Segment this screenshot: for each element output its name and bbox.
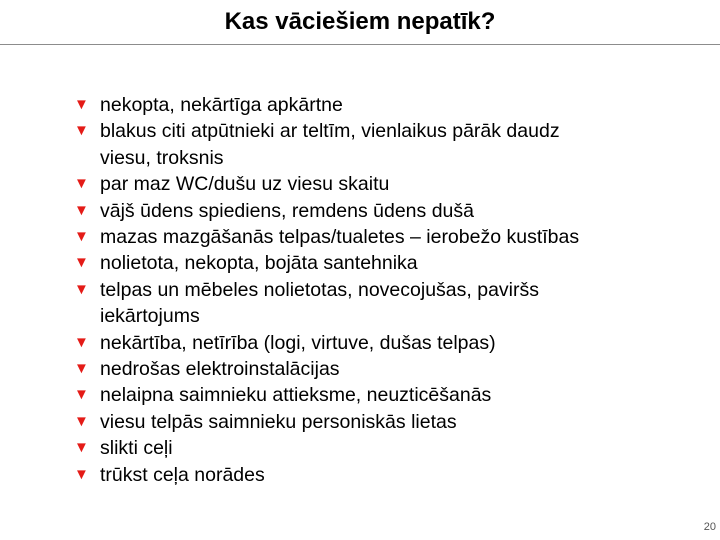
triangle-down-icon: ▼ <box>74 96 89 113</box>
bullet-text: nolietota, nekopta, bojāta santehnika <box>100 252 418 275</box>
bullet-item <box>74 462 674 488</box>
triangle-down-icon: ▼ <box>74 175 89 193</box>
bullet-item <box>74 118 674 171</box>
triangle-down-icon: ▼ <box>74 254 89 272</box>
bullet-text: vājš ūdens spiediens, remdens ūdens dušā <box>100 199 474 222</box>
slide-title: Kas vāciešiem nepatīk? <box>224 8 496 35</box>
bullet-item <box>74 224 674 250</box>
triangle-down-icon: ▼ <box>74 412 89 430</box>
triangle-down-icon: ▼ <box>74 201 89 219</box>
bullet-item <box>74 277 674 330</box>
bullet-item <box>74 382 674 408</box>
bullet-text: nekopta, nekārtīga apkārtne <box>100 94 343 116</box>
triangle-down-icon: ▼ <box>74 360 89 378</box>
bullet-text: slikti ceļi <box>100 437 173 460</box>
triangle-down-icon: ▼ <box>74 386 89 404</box>
bullet-text: par maz WC/dušu uz viesu skaitu <box>100 173 390 196</box>
bullet-text: blakus citi atpūtnieki ar teltīm, vienlaikus pārāk daudz viesu, troksnis <box>100 120 560 169</box>
triangle-down-icon: ▼ <box>74 280 89 298</box>
bullet-text: telpas un mēbeles nolietotas, novecojušas, paviršs iekārtojums <box>100 278 539 328</box>
bullet-item <box>74 409 674 435</box>
bullet-item <box>74 198 674 224</box>
bullet-text: mazas mazgāšanās telpas/tualetes – ierobežo kustības <box>100 226 580 249</box>
triangle-down-icon: ▼ <box>74 333 89 351</box>
bullet-item <box>74 250 674 276</box>
bullet-item <box>74 171 674 197</box>
bullet-item <box>74 435 674 461</box>
bullet-item <box>74 92 674 118</box>
bullet-item <box>74 330 674 356</box>
bullet-item <box>74 356 674 382</box>
bullet-text: trūkst ceļa norādes <box>100 463 265 486</box>
page-number: 20 <box>703 521 716 533</box>
bullet-text: nekārtība, netīrība (logi, virtuve, dušas telpas) <box>100 331 496 354</box>
triangle-down-icon: ▼ <box>74 228 89 246</box>
bullet-list <box>74 92 674 488</box>
bullet-text: nedrošas elektroinstalācijas <box>100 358 340 381</box>
triangle-down-icon: ▼ <box>74 439 89 457</box>
triangle-down-icon: ▼ <box>74 465 89 483</box>
bullet-text: nelaipna saimnieku attieksme, neuzticēšanās <box>100 384 492 407</box>
triangle-down-icon: ▼ <box>74 122 89 140</box>
title-divider <box>0 44 720 45</box>
bullet-text: viesu telpās saimnieku personiskās lietas <box>100 410 457 433</box>
